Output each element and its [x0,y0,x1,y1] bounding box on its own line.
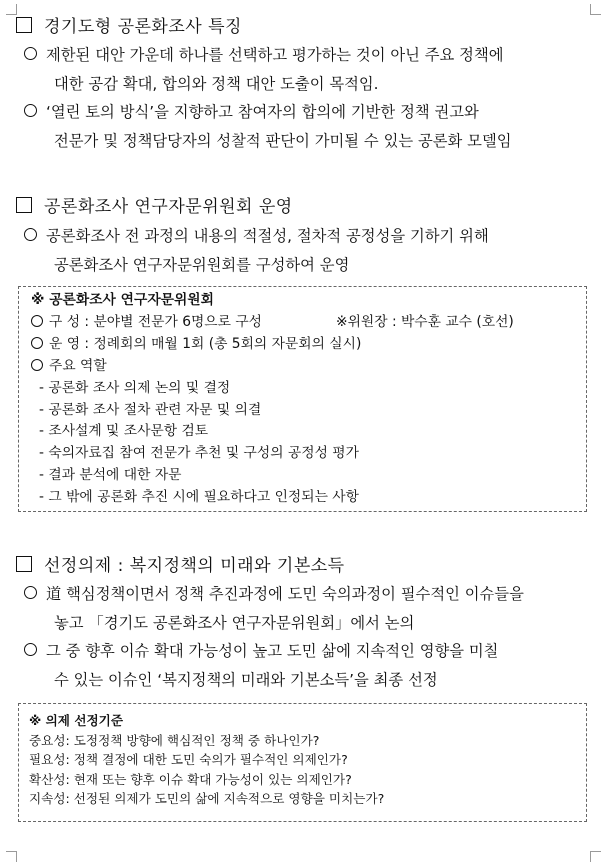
section-heading-features [16,12,242,37]
bullet-paragraph [24,222,598,280]
section-heading-text: 공론화조사 연구자문위원회 운영 [44,197,293,217]
page-corner-mark [590,851,601,862]
committee-role-item: - 그 밖에 공론화 추진 시에 필요하다고 인정되는 사항 [39,489,359,506]
committee-operation: 운 영 : 정례회의 매월 1회 (총 5회의 자문회의 실시) [49,335,362,352]
bullet-paragraph [24,98,598,156]
criteria-item: 지속성: 선정된 의제가 도민의 삶에 지속적으로 영향을 미치는가? [29,791,385,806]
page-corner-mark [590,4,601,15]
bullet-circle-icon [24,643,37,656]
bullet-text: 놓고 「경기도 공론화조사 연구자문위원회」에서 논의 [54,614,415,632]
bullet-circle-icon [24,47,37,60]
bullet-circle-icon [24,104,37,117]
bullet-text: 전문가 및 정책담당자의 성찰적 판단이 가미될 수 있는 공론화 모델임 [54,132,512,150]
checkbox-square-icon [16,197,32,213]
criteria-info-box [18,703,587,822]
bullet-text: 공론화조사 전 과정의 내용의 적절성, 절차적 공정성을 기하기 위해 [46,227,489,245]
bullet-text: ‘열린 토의 방식’을 지향하고 참여자의 합의에 기반한 정책 권고와 [46,103,479,121]
bullet-paragraph [24,580,598,638]
committee-role-item: - 조사설계 및 조사문항 검토 [39,423,209,440]
committee-composition: 구 성 : 분야별 전문가 6명으로 구성 [49,313,263,330]
bullet-paragraph [24,637,598,695]
committee-roles-label: 주요 역할 [49,357,107,374]
criteria-item: 확산성: 현재 또는 향후 이슈 확대 가능성이 있는 의제인가? [29,771,352,787]
section-heading-agenda [16,551,345,576]
bullet-circle-icon [31,359,43,371]
committee-role-item: - 결과 분석에 대한 자문 [39,467,182,484]
committee-role-item: - 숙의자료집 참여 전문가 추천 및 구성의 공정성 평가 [39,445,359,462]
committee-box-title: ※ 공론화조사 연구자문위원회 [31,292,214,308]
bullet-text: 그 중 향후 이슈 확대 가능성이 높고 도민 삶에 지속적인 영향을 미칠 [46,642,499,660]
bullet-circle-icon [24,228,37,241]
page-corner-mark [6,851,17,862]
criteria-item: 필요성: 정책 결정에 대한 도민 숙의가 필수적인 의제인가? [29,752,348,767]
bullet-circle-icon [31,337,43,349]
committee-role-item: - 공론화 조사 절차 관련 자문 및 의결 [39,401,262,418]
section-heading-text: 선정의제 : 복지정책의 미래와 기본소득 [44,556,345,576]
bullet-circle-icon [24,586,37,599]
criteria-item: 중요성: 도정정책 방향에 핵심적인 정책 중 하나인가? [29,732,320,748]
bullet-text: 대한 공감 확대, 합의와 정책 대안 도출이 목적임. [54,75,379,93]
bullet-text: 道 핵심정책이면서 정책 추진과정에 도민 숙의과정이 필수적인 이슈들을 [46,585,524,603]
committee-role-item: - 공론화 조사 의제 논의 및 결정 [39,379,231,396]
checkbox-square-icon [16,556,32,572]
bullet-text: 공론화조사 연구자문위원회를 구성하여 운영 [54,256,350,274]
bullet-paragraph [24,41,598,99]
bullet-circle-icon [31,315,43,327]
bullet-text: 제한된 대안 가운데 하나를 선택하고 평가하는 것이 아닌 주요 정책에 [46,46,504,64]
committee-chair: ※위원장 : 박수훈 교수 (호선) [336,313,514,330]
checkbox-square-icon [16,17,32,33]
bullet-text: 수 있는 이슈인 ‘복지정책의 미래와 기본소득’을 최종 선정 [54,671,438,689]
criteria-box-title: ※ 의제 선정기준 [29,713,124,728]
section-heading-text: 경기도형 공론화조사 특징 [44,17,242,37]
section-heading-committee [16,192,293,217]
committee-info-box [18,286,587,512]
